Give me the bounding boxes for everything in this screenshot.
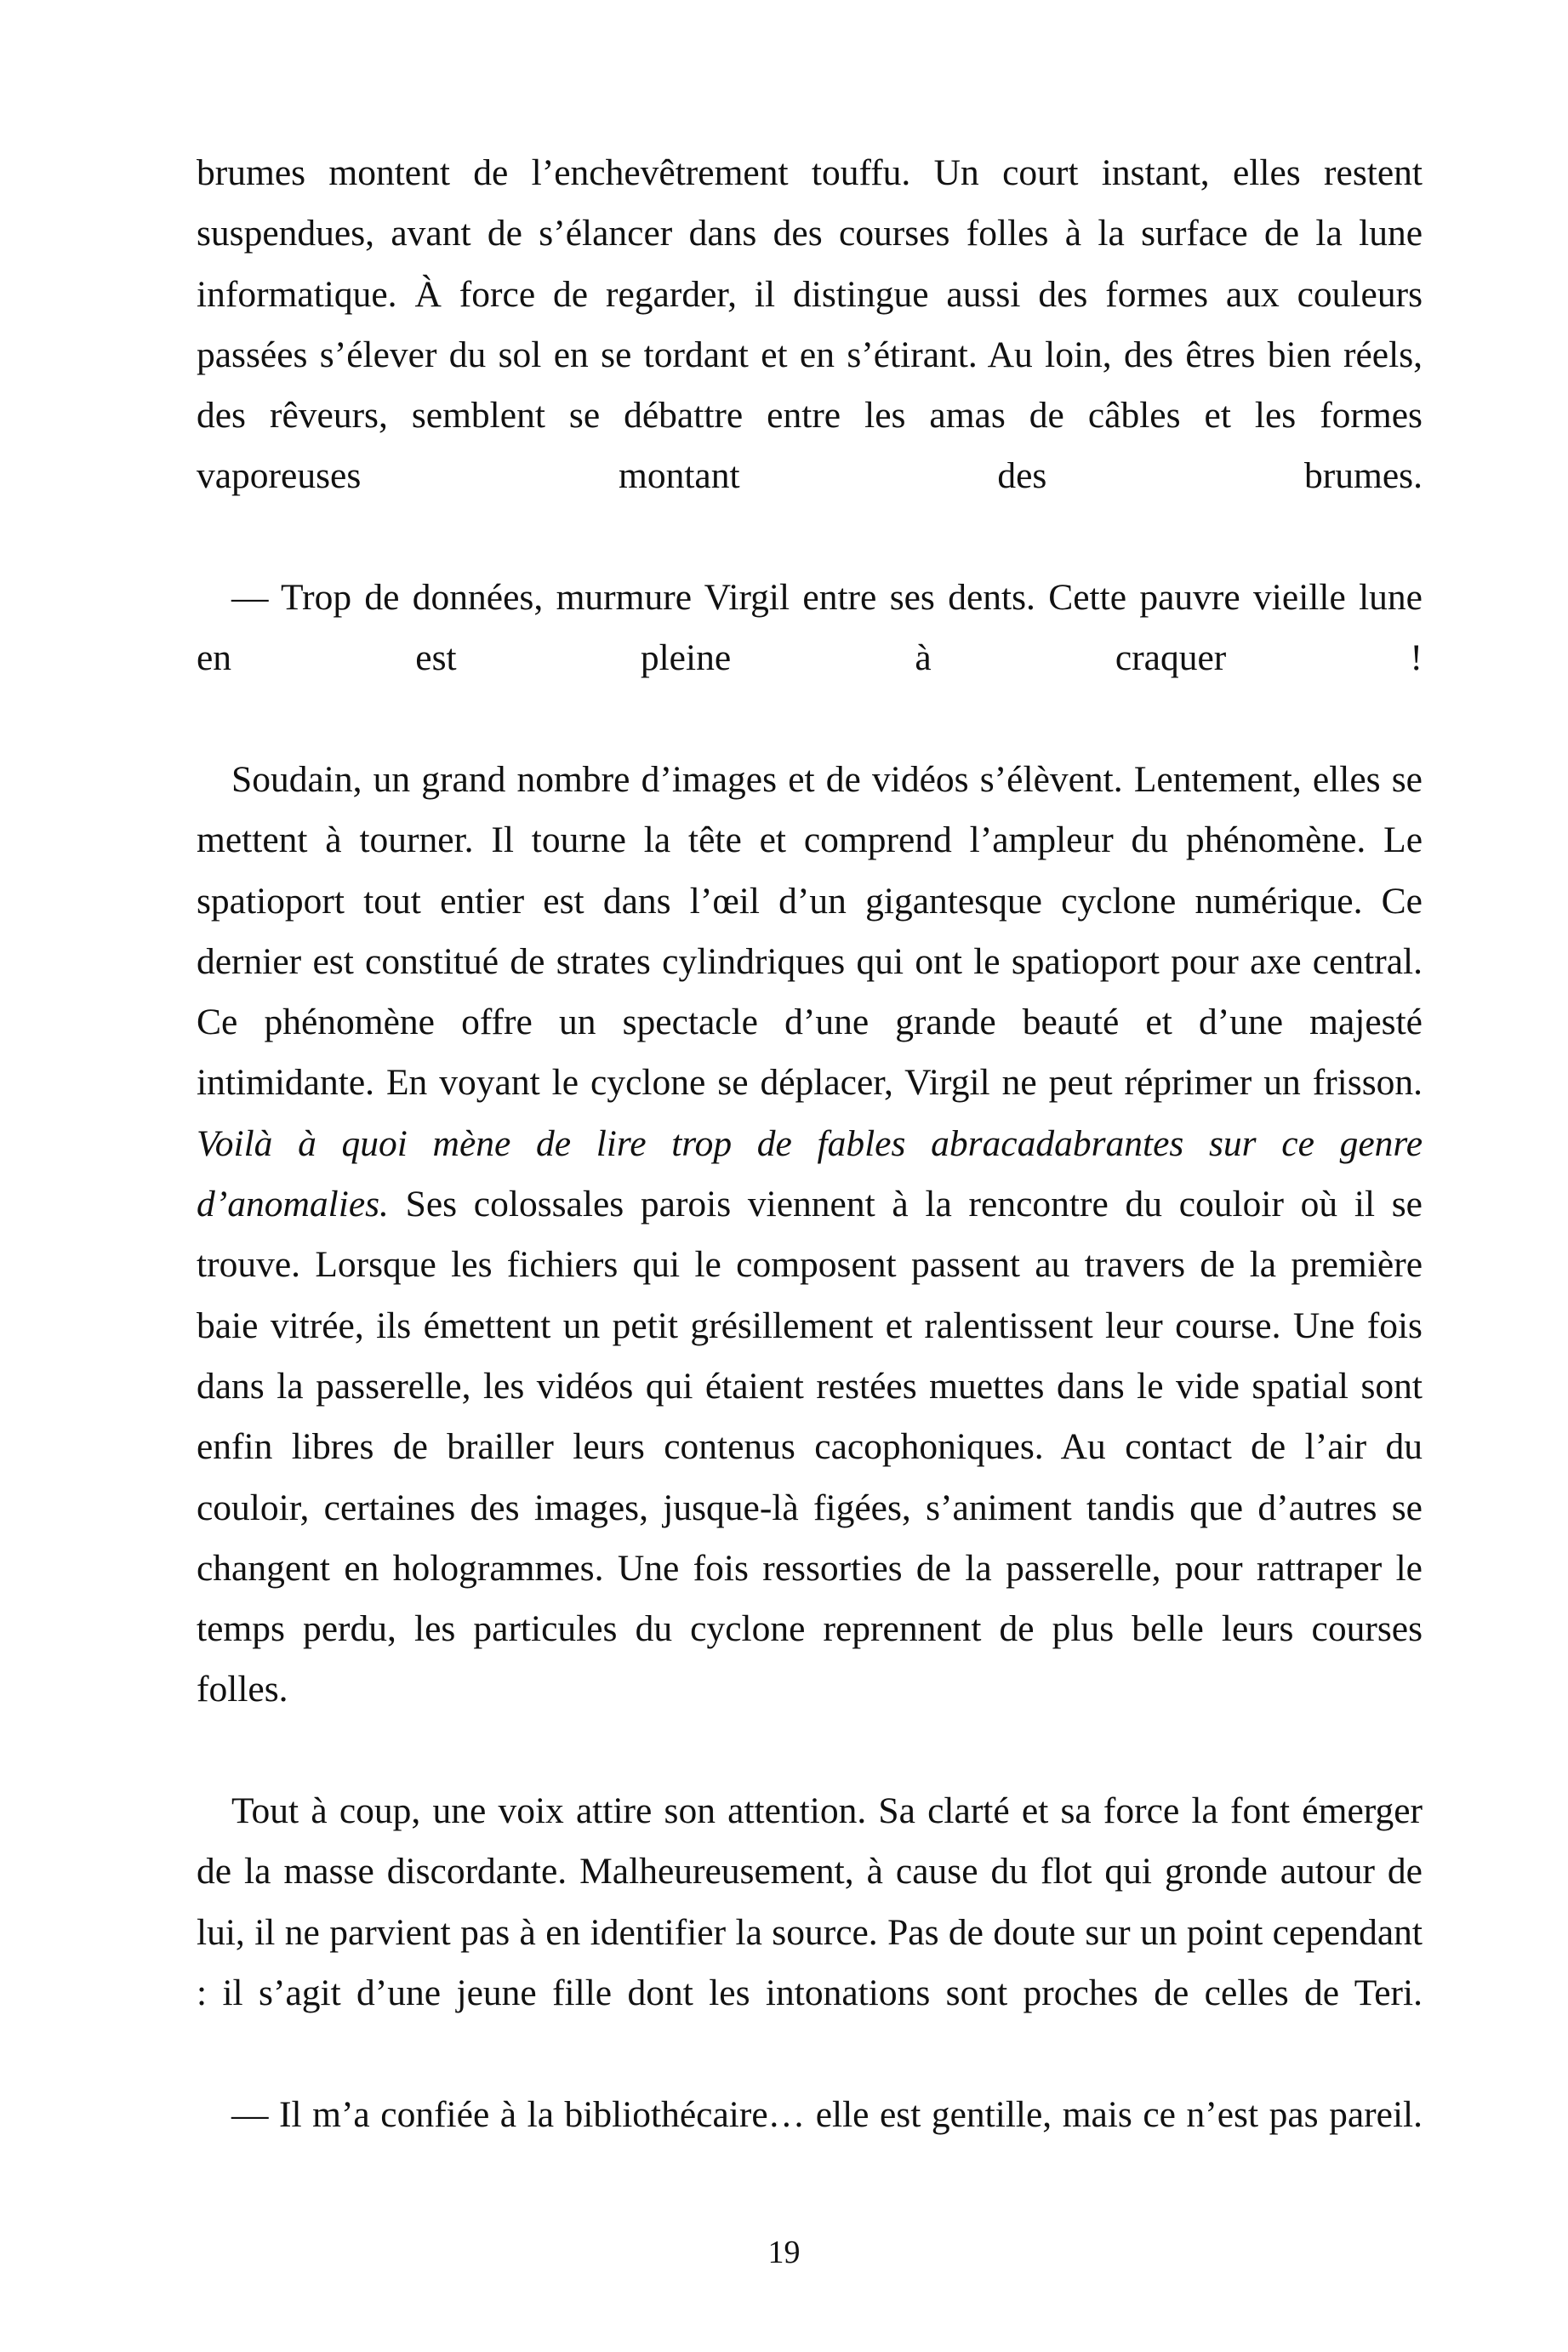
page-text-block	[197, 143, 1423, 2206]
page-number: 19	[767, 2235, 801, 2270]
paragraph-segment-italic: Voilà à quoi mène de lire trop de fables abracadabrantes sur ce genre d’anomalies.	[197, 1122, 1423, 1225]
paragraph-soudain	[197, 750, 1423, 1781]
paragraph-tout-a-coup: Tout à coup, une voix attire son attention. Sa clarté et sa force la font émerger de la masse discordante. Malheureusement, à cause du flot qui gronde autour de lui, il ne parvient pas à en identifier la source. Pas de doute sur un point cependant : il s’agit d’une jeune fille dont les intonations sont proches de celles de Teri.	[197, 1790, 1423, 2013]
paragraph-dialogue-trop-de-donnees: — Trop de données, murmure Virgil entre ses dents. Cette pauvre vieille lune en est pleine à craquer !	[197, 577, 1423, 679]
paragraph-segment-roman-1: Soudain, un grand nombre d’images et de vidéos s’élèvent. Lentement, elles se mettent à tourner. Il tourne la tête et comprend l’ampleur du phénomène. Le spatioport tout entier est dans l’œil d’un gigantesque cyclone numérique. Ce dernier est constitué de strates cylindriques qui ont le spatioport pour axe central. Ce phénomène offre un spectacle d’une grande beauté et d’une majesté intimidante. En voyant le cyclone se déplacer, Virgil ne peut réprimer un frisson.	[197, 758, 1423, 1104]
paragraph-dialogue-bibliothecaire: — Il m’a confiée à la bibliothécaire… elle est gentille, mais ce n’est pas pareil.	[231, 2093, 1423, 2135]
paragraph-segment-roman-2: Ses colossales parois viennent à la rencontre du couloir où il se trouve. Lorsque les fichiers qui le composent passent au travers de la première baie vitrée, ils émettent un petit grésillement et ralentissent leur course. Une fois dans la passerelle, les vidéos qui étaient restées muettes dans le vide spatial sont enfin libres de brailler leurs contenus cacophoniques. Au contact de l’air du couloir, certaines des images, jusque-là figées, s’animent tandis que d’autres se changent en hologrammes. Une fois ressorties de la passerelle, pour rattraper le temps perdu, les particules du cyclone reprennent de plus belle leurs courses folles.	[197, 1184, 1423, 1710]
paragraph-continued: brumes montent de l’enchevêtrement touffu. Un court instant, elles restent suspendues, avant de s’élancer dans des courses folles à la surface de la lune informatique. À force de regarder, il distingue aussi des formes aux couleurs passées s’élever du sol en se tordant et en s’étirant. Au loin, des êtres bien réels, des rêveurs, semblent se débattre entre les amas de câbles et les formes vaporeuses montant des brumes.	[197, 152, 1423, 497]
